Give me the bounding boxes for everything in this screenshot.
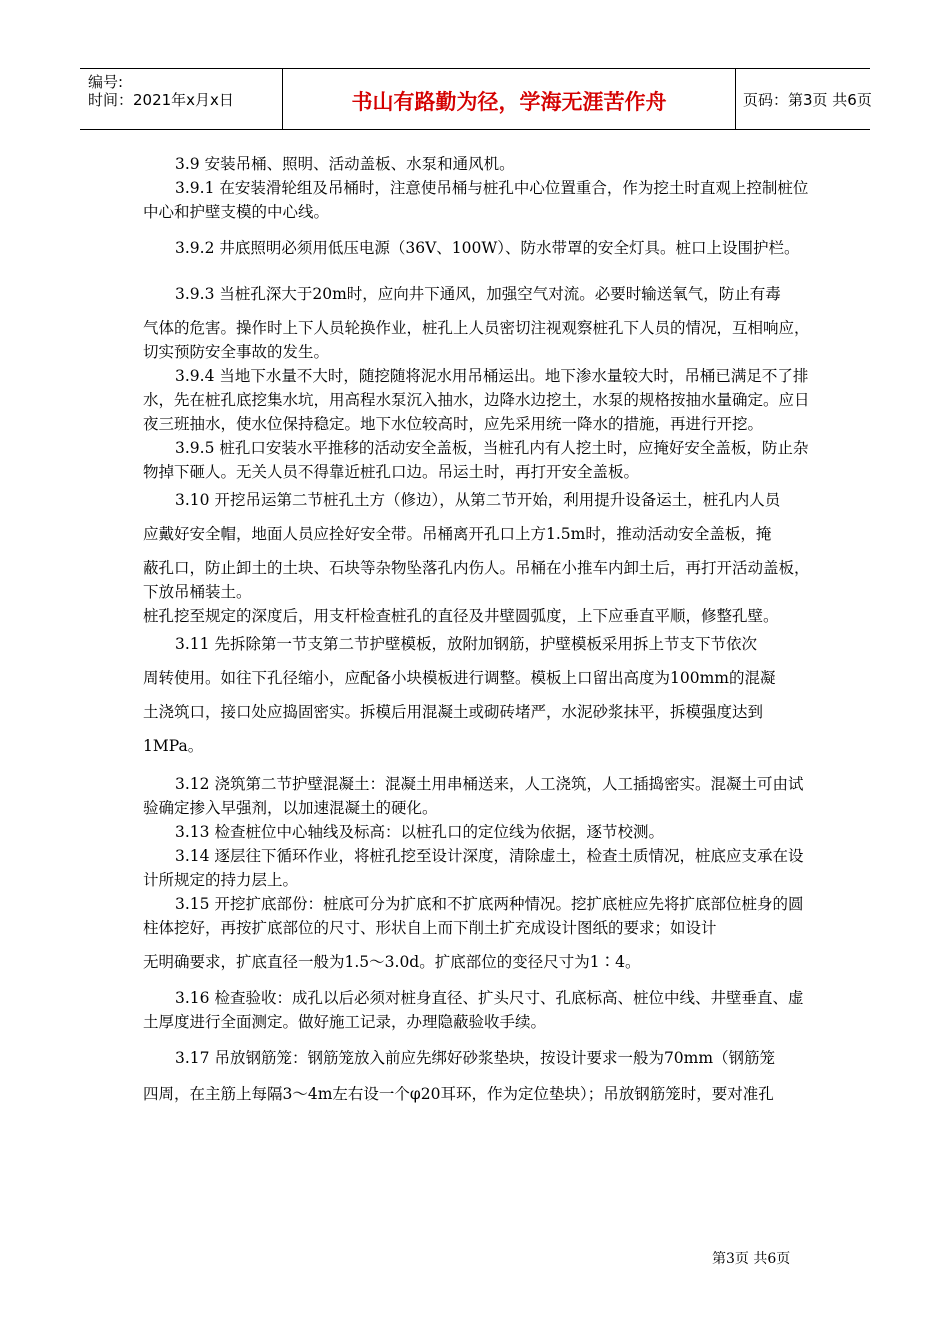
- paragraph: 3.15 开挖扩底部份：桩底可分为扩底和不扩底两种情况。挖扩底桩应先将扩底部位桩身的圆柱体挖好，再按扩底部位的尺寸、形状自上而下削土扩充成设计图纸的要求；如设计: [143, 895, 804, 937]
- code-label: 编号:: [88, 73, 124, 91]
- paragraph: 无明确要求，扩底直径一般为1.5～3.0d。扩底部位的变径尺寸为1∶4。: [143, 953, 641, 971]
- page-header: [80, 68, 870, 130]
- paragraph: 1MPa。: [143, 737, 204, 755]
- header-page-label: 页码：第3页 共6页: [743, 91, 872, 109]
- paragraph: 3.9.2 井底照明必须用低压电源（36V、100W）、防水带罩的安全灯具。桩口上设围护栏。: [175, 239, 800, 257]
- header-page-cell: [735, 69, 870, 129]
- paragraph: 土浇筑口，接口处应捣固密实。拆模后用混凝土或砌砖堵严，水泥砂浆抹平，拆模强度达到: [143, 703, 764, 721]
- body-text: [143, 152, 813, 1106]
- paragraph: 蔽孔口，防止卸土的土块、石块等杂物坠落孔内伤人。吊桶在小推车内卸土后，再打开活动盖板，下放吊桶装土。: [143, 559, 810, 601]
- paragraph: 周转使用。如往下孔径缩小，应配备小块模板进行调整。模板上口留出高度为100mm的混凝: [143, 669, 776, 687]
- paragraph: 3.9.3 当桩孔深大于20m时，应向井下通风，加强空气对流。必要时输送氧气，防止有毒: [175, 285, 781, 303]
- paragraph: 应戴好安全帽，地面人员应拴好安全带。吊桶离开孔口上方1.5m时，推动活动安全盖板，掩: [143, 525, 772, 543]
- paragraph: 3.10 开挖吊运第二节桩孔土方（修边），从第二节开始，利用提升设备运土，桩孔内人员: [175, 491, 781, 509]
- paragraph: 3.12 浇筑第二节护壁混凝土：混凝土用串桶送来，人工浇筑，人工插捣密实。混凝土可由试验确定掺入早强剂，以加速混凝土的硬化。: [143, 775, 804, 817]
- header-motto: 书山有路勤为径，学海无涯苦作舟: [351, 90, 667, 114]
- paragraph: 3.11 先拆除第一节支第二节护壁模板，放附加钢筋，护壁模板采用拆上节支下节依次: [175, 635, 757, 653]
- paragraph: 3.13 检查桩位中心轴线及标高：以桩孔口的定位线为依据，逐节校测。: [175, 823, 664, 841]
- header-motto-cell: [282, 69, 736, 129]
- header-meta: [80, 69, 282, 129]
- paragraph: 3.9 安装吊桶、照明、活动盖板、水泵和通风机。: [175, 155, 515, 173]
- paragraph: 3.9.4 当地下水量不大时，随挖随将泥水用吊桶运出。地下渗水量较大时，吊桶已满足不了排水，先在桩孔底挖集水坑，用高程水泵沉入抽水，边降水边挖土，水泵的规格按抽水量确定。应日夜三班抽水，使水位保持稳定。地下水位较高时，应先采用统一降水的措施，再进行开挖。: [143, 367, 810, 433]
- paragraph: 3.17 吊放钢筋笼：钢筋笼放入前应先绑好砂浆垫块，按设计要求一般为70mm（钢筋笼: [175, 1049, 776, 1067]
- paragraph: 3.16 检查验收：成孔以后必须对桩身直径、扩头尺寸、孔底标高、桩位中线、井壁垂直、虚土厚度进行全面测定。做好施工记录，办理隐蔽验收手续。: [143, 989, 804, 1031]
- page-footer: 第3页 共6页: [712, 1251, 791, 1267]
- paragraph: 3.9.5 桩孔口安装水平推移的活动安全盖板，当桩孔内有人挖土时，应掩好安全盖板，防止杂物掉下砸人。无关人员不得靠近桩孔口边。吊运土时，再打开安全盖板。: [143, 439, 809, 481]
- paragraph: 桩孔挖至规定的深度后，用支杆检查桩孔的直径及井壁圆弧度，上下应垂直平顺，修整孔壁。: [143, 607, 779, 625]
- time-label: 时间：2021年x月x日: [88, 91, 234, 109]
- paragraph: 四周，在主筋上每隔3～4m左右设一个φ20耳环，作为定位垫块）；吊放钢筋笼时，要对准孔: [143, 1085, 774, 1103]
- paragraph: 3.9.1 在安装滑轮组及吊桶时，注意使吊桶与桩孔中心位置重合，作为挖土时直观上控制桩位中心和护壁支模的中心线。: [143, 179, 809, 221]
- paragraph: 气体的危害。操作时上下人员轮换作业，桩孔上人员密切注视观察桩孔下人员的情况，互相响应，切实预防安全事故的发生。: [143, 319, 810, 361]
- paragraph: 3.14 逐层往下循环作业，将桩孔挖至设计深度，清除虚土，检查土质情况，桩底应支承在设计所规定的持力层上。: [143, 847, 804, 889]
